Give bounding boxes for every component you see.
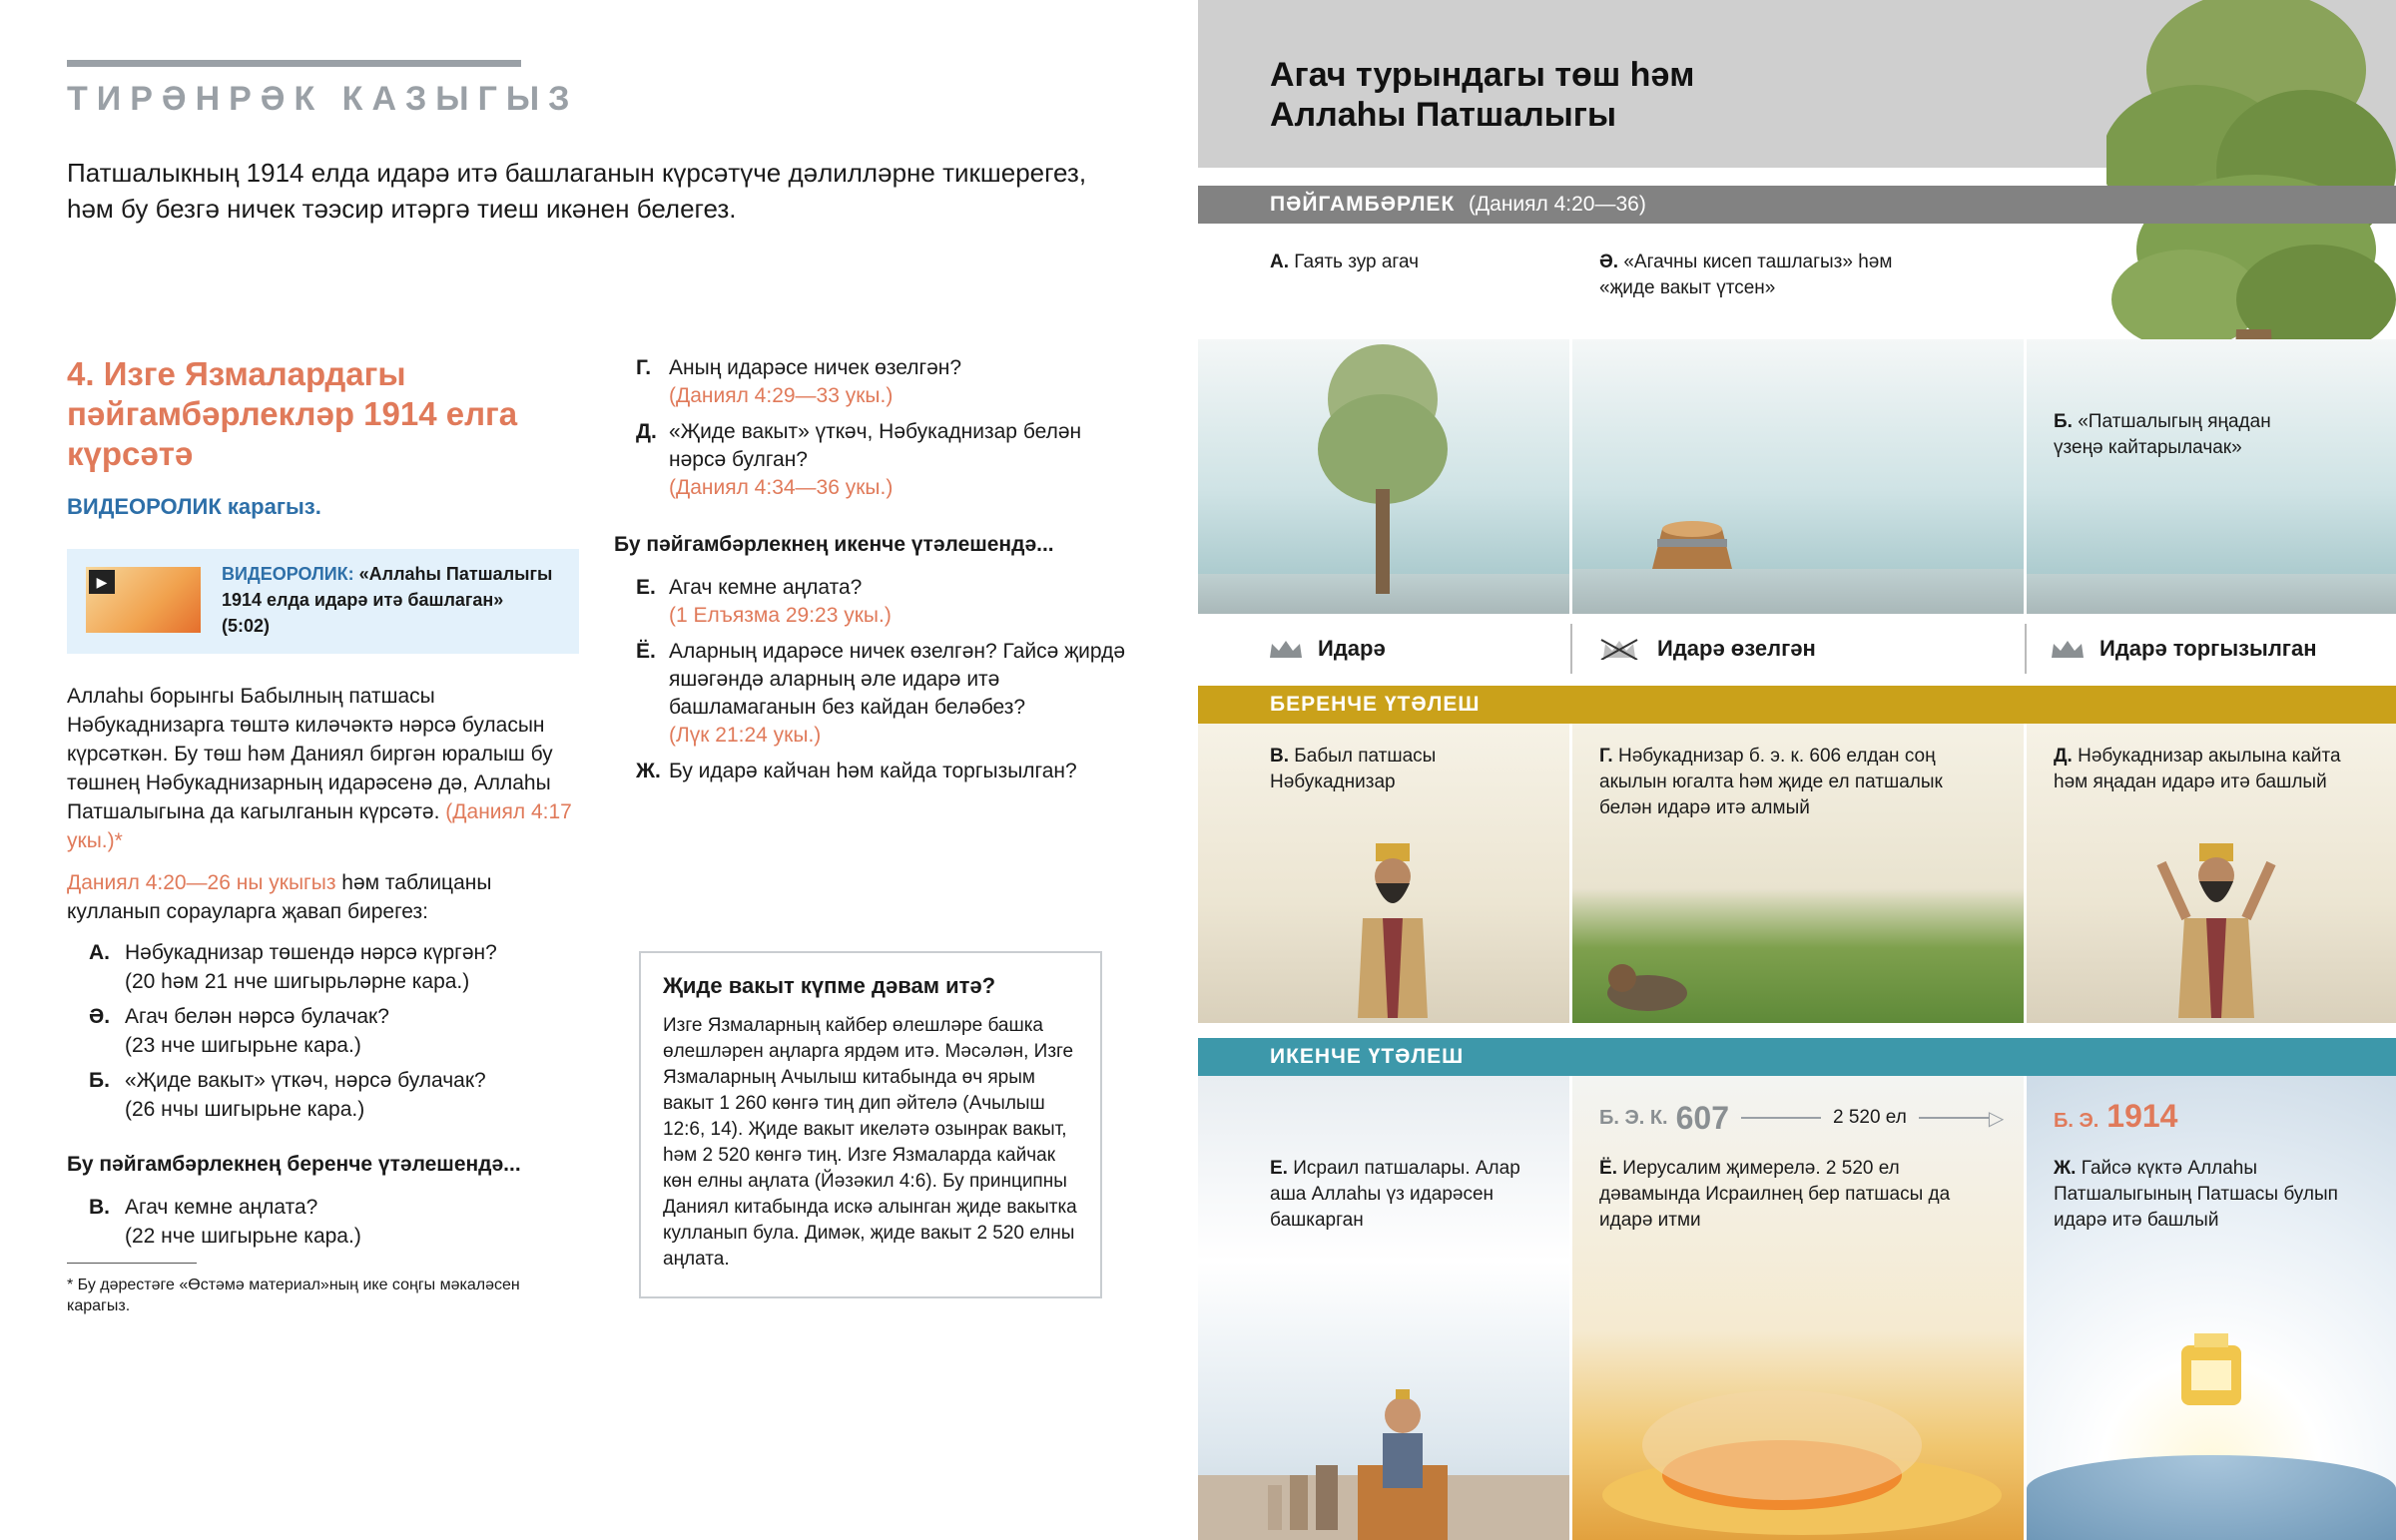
- question-note: (23 нче шигырьне кара.): [125, 1034, 361, 1057]
- rule-status-interrupted: [1595, 614, 1816, 684]
- chart-title-line-2: Аллаһы Патшалыгы: [1270, 96, 1616, 134]
- panel-second-c: [2027, 1076, 2396, 1540]
- intro-text: Патшалыкның 1914 елда идарә итә башлаганын күрсәтүче дәлилләрне тикшерегез, һәм бу безгә ничек тәэсир итәргә тиеш икәнен белегез.: [67, 158, 1087, 224]
- footnote-marker[interactable]: *: [114, 829, 123, 852]
- rule-label: Идарә: [1318, 636, 1386, 661]
- video-label: ВИДЕОРОЛИК:: [222, 564, 354, 584]
- video-card[interactable]: [67, 549, 579, 654]
- column-divider: [2024, 1076, 2027, 1540]
- first-fulfillment-heading: Бу пәйгамбәрлекнең беренче үтәлешендә...: [67, 1153, 521, 1176]
- rule-label: Идарә өзелгән: [1657, 636, 1816, 661]
- second-fulfillment-heading: Бу пәйгамбәрлекнең икенче үтәлешендә...: [614, 533, 1054, 556]
- question-item: [67, 1193, 586, 1251]
- panel-label: [1599, 1156, 1999, 1234]
- first-band-label: БЕРЕНЧЕ ҮТӘЛЕШ: [1270, 693, 1481, 716]
- question-letter: Ж.: [636, 760, 661, 782]
- panel-first-c: [2027, 724, 2396, 1023]
- question-letter: В.: [89, 1196, 110, 1219]
- crown-icon: [2050, 638, 2086, 660]
- panel-letter: Ә.: [1599, 252, 1619, 272]
- panel-letter: В.: [1270, 746, 1289, 767]
- timeline-start-prefix: Б. Э. К.: [1599, 1106, 1668, 1129]
- king-figure-icon: [1348, 838, 1438, 1018]
- fallen-king-figure-icon: [1597, 953, 1687, 1013]
- prophecy-band-ref: (Даниял 4:20—36): [1468, 193, 1646, 216]
- questions-list-a: [67, 938, 586, 1130]
- panel-letter: Ё.: [1599, 1158, 1617, 1179]
- rule-separator: [2025, 624, 2027, 674]
- panel-first-b: [1572, 724, 2024, 1023]
- play-icon[interactable]: ▶: [89, 570, 115, 594]
- rule-label: Идарә торгызылган: [2099, 636, 2317, 661]
- sidebox-body: Изге Язмаларның кайбер өлешләре башка өлешләрен аңларга ярдәм итә. Мәсәлән, Изге Язмаларның Ачылыш китабында өч ярым вакыт 1 260 көнгә тиң дип әйтелә (Ачылыш 12:6, 14). Җиде вакыт икеләтә озынрак вакыт, һәм 2 520 көнгә тиң. Изге Язмаларда кайчак көн елны аңлата (Йәзәкил 4:6). Бу принципны Даниял китабында искә алынган җиде вакытка кулланып була. Димәк, җиде вакыт 2 520 елны аңлата.: [663, 1015, 1077, 1270]
- question-text: Агач белән нәрсә булачак?: [125, 1005, 389, 1028]
- panel-label: [2054, 744, 2343, 795]
- chart-title-line-1: Агач турындагы төш һәм: [1270, 56, 1695, 94]
- column-divider: [1569, 724, 1572, 1023]
- panel-letter: Ж.: [2054, 1158, 2077, 1179]
- panel-text: Иерусалим җимерелә. 2 520 ел дәвамында Исраилнең бер патшасы да идарә итми: [1599, 1158, 1951, 1231]
- question-item: [67, 938, 586, 996]
- panel-label: [1270, 744, 1519, 795]
- question-text: Агач кемне аңлата?: [669, 576, 863, 599]
- tree-stump-icon: [1632, 509, 1752, 579]
- right-page: [1198, 0, 2396, 1540]
- timeline-end: [2054, 1098, 2177, 1135]
- question-text: Бу идарә кайчан һәм кайда торгызылган?: [669, 760, 1077, 782]
- question-item: [67, 1066, 586, 1124]
- chart-title: [1270, 55, 1869, 135]
- timeline: [1599, 1098, 2019, 1138]
- column-divider: [1569, 230, 1572, 614]
- panel-second-a: [1198, 1076, 1569, 1540]
- paragraph-2: [67, 868, 576, 926]
- kings-of-israel-figures-icon: [1258, 1375, 1468, 1540]
- question-letter: Ә.: [89, 1005, 111, 1028]
- timeline-span: 2 520 ел: [1832, 1107, 1907, 1128]
- questions-list-d: [614, 574, 1133, 793]
- king-praising-figure-icon: [2156, 823, 2276, 1018]
- question-item: [614, 758, 1133, 785]
- panel-prophecy-a: [1198, 230, 1569, 614]
- panel-label: [1270, 250, 1559, 275]
- question-ref[interactable]: (Даниял 4:34—36 укы.): [669, 476, 894, 499]
- question-text: Аның идарәсе ничек өзелгән?: [669, 356, 962, 379]
- first-fulfillment-band: [1198, 686, 2396, 724]
- column-divider: [2024, 230, 2027, 614]
- rule-status-ruling: [1268, 614, 1386, 684]
- video-caption: [222, 561, 566, 639]
- section-title: 4. Изге Язмалардагы пәйгамбәрлекләр 1914 елга күрсәтә: [67, 355, 518, 472]
- paragraph-1: [67, 682, 576, 855]
- panel-second-b: [1572, 1076, 2024, 1540]
- rule-status-row: [1198, 614, 2396, 684]
- second-band-label: ИКЕНЧЕ ҮТӘЛЕШ: [1270, 1045, 1465, 1068]
- question-ref[interactable]: (Лүк 21:24 укы.): [669, 724, 822, 747]
- rule-separator: [1570, 624, 1572, 674]
- question-item: [67, 1002, 586, 1060]
- question-note: (20 һәм 21 нче шигырьләрне кара.): [125, 970, 470, 993]
- rule-status-restored: [2050, 614, 2317, 684]
- paragraph-1-ref[interactable]: (Даниял 4:17 укы.): [67, 800, 572, 852]
- footnote: * Бу дәрестәге «Өстәмә материал»ның ике соңгы мәкаләсен карагыз.: [67, 1277, 520, 1314]
- panel-text: Бабыл патшасы Нәбукаднизар: [1270, 746, 1437, 792]
- footnote-divider: [67, 1263, 197, 1264]
- question-ref[interactable]: (1 Елъязма 29:23 укы.): [669, 604, 892, 627]
- panel-label: [1599, 250, 1939, 301]
- panel-letter: Д.: [2054, 746, 2073, 767]
- small-tree-icon: [1308, 339, 1458, 599]
- panel-text: Гаять зур агач: [1294, 252, 1419, 272]
- jerusalem-destroyed-icon: [1592, 1375, 2012, 1540]
- sidebar-box: [639, 951, 1102, 1298]
- question-text: Нәбукаднизар төшендә нәрсә күргән?: [125, 941, 497, 964]
- panel-prophecy-c: [2027, 230, 2396, 614]
- question-item: [614, 354, 1133, 410]
- question-note: (26 нчы шигырьне кара.): [125, 1098, 365, 1121]
- panel-first-a: [1198, 724, 1569, 1023]
- video-duration: (5:02): [222, 616, 271, 636]
- timeline-end-prefix: Б. Э.: [2054, 1110, 2099, 1132]
- panel-label: [2054, 1156, 2383, 1234]
- question-letter: Г.: [636, 356, 652, 379]
- scene-ground: [2027, 574, 2396, 614]
- scene-sky: [2027, 339, 2396, 614]
- arrow-right-icon: ▷: [1988, 1107, 2005, 1130]
- second-fulfillment-band: [1198, 1038, 2396, 1076]
- question-text: Агач кемне аңлата?: [125, 1196, 318, 1219]
- question-letter: Д.: [636, 420, 657, 443]
- question-item: [614, 574, 1133, 630]
- column-divider: [2024, 724, 2027, 1023]
- prophecy-band: [1198, 186, 2396, 224]
- panel-text: Нәбукаднизар акылына кайта һәм яңадан идарә итә башлый: [2054, 746, 2341, 792]
- paragraph-2-text: һәм таблицаны кулланып сорауларга җавап бирегез:: [67, 871, 492, 923]
- question-letter: Ё.: [636, 640, 656, 663]
- panel-letter: Б.: [2054, 411, 2073, 432]
- question-letter: А.: [89, 941, 110, 964]
- crown-icon: [1268, 638, 1304, 660]
- timeline-line: [1741, 1117, 1821, 1119]
- sidebox-title: Җиде вакыт күпме дәвам итә?: [663, 973, 996, 998]
- panel-text: Нәбукаднизар б. э. к. 606 елдан соң акылын югалта һәм җиде ел патшалык белән идарә итә алмый: [1599, 746, 1943, 818]
- timeline-start-year: 607: [1675, 1099, 1729, 1136]
- panel-label: [1270, 1156, 1529, 1234]
- timeline-line: [1919, 1117, 1989, 1119]
- crossed-crown-icon: [1595, 638, 1643, 660]
- panel-letter: А.: [1270, 252, 1289, 272]
- question-item: [614, 638, 1133, 750]
- questions-list-c: [614, 354, 1133, 510]
- panel-label: [2054, 409, 2283, 461]
- timeline-end-year: 1914: [2106, 1098, 2178, 1134]
- question-text: «Җиде вакыт» үткәч, Нәбукаднизар белән нәрсә булган?: [669, 420, 1082, 471]
- paragraph-2-ref[interactable]: Даниял 4:20—26 ны укыгыз: [67, 871, 336, 894]
- column-divider: [1569, 1076, 1572, 1540]
- question-ref[interactable]: (Даниял 4:29—33 укы.): [669, 384, 894, 407]
- panel-prophecy-b: [1572, 230, 2024, 614]
- video-link[interactable]: ВИДЕОРОЛИК карагыз.: [67, 494, 321, 519]
- question-text: Аларның идарәсе ничек өзелгән? Гайсә җирдә яшәгәндә аларның әле идарә итә башламаганын без кайдан беләбез?: [669, 640, 1126, 719]
- video-title: «Аллаһы Патшалыгы 1914 елда идарә итә башлаган»: [222, 564, 553, 610]
- panel-letter: Г.: [1599, 746, 1613, 767]
- panel-letter: Е.: [1270, 1158, 1288, 1179]
- earth-horizon: [2027, 1455, 2396, 1540]
- heavenly-throne-icon: [2166, 1325, 2256, 1415]
- top-rule: [67, 60, 521, 67]
- section-kicker: ТИРӘНРӘК КАЗЫГЫЗ: [67, 80, 579, 118]
- video-thumbnail[interactable]: [86, 567, 201, 633]
- question-item: [614, 418, 1133, 502]
- panel-text: «Агачны кисеп ташлагыз» һәм «җиде вакыт үтсен»: [1599, 252, 1893, 298]
- question-note: (22 нче шигырьне кара.): [125, 1225, 361, 1248]
- panel-text: «Патшалыгың яңадан үзеңә кайтарылачак»: [2054, 411, 2271, 458]
- panel-text: Исраил патшалары. Алар аша Аллаһы үз идарәсен башкарган: [1270, 1158, 1520, 1231]
- question-text: «Җиде вакыт» үткәч, нәрсә булачак?: [125, 1069, 486, 1092]
- question-letter: Е.: [636, 576, 656, 599]
- question-letter: Б.: [89, 1069, 110, 1092]
- prophecy-band-label: ПӘЙГАМБӘРЛЕК: [1270, 193, 1456, 216]
- panel-text: Гайсә күктә Аллаһы Патшалыгының Патшасы булып идарә итә башлый: [2054, 1158, 2338, 1231]
- panel-label: [1599, 744, 1999, 821]
- paragraph-1-text: Аллаһы борынгы Бабылның патшасы Нәбукаднизарга төштә киләчәктә нәрсә буласын күрсәткән. Бу төш һәм Даниял биргән юралыш бу төшнең Нәбукаднизарның идарәсенә дә, Аллаһы Патшалыгына да кагылганын күрсәтә.: [67, 685, 553, 823]
- questions-list-b: [67, 1193, 586, 1257]
